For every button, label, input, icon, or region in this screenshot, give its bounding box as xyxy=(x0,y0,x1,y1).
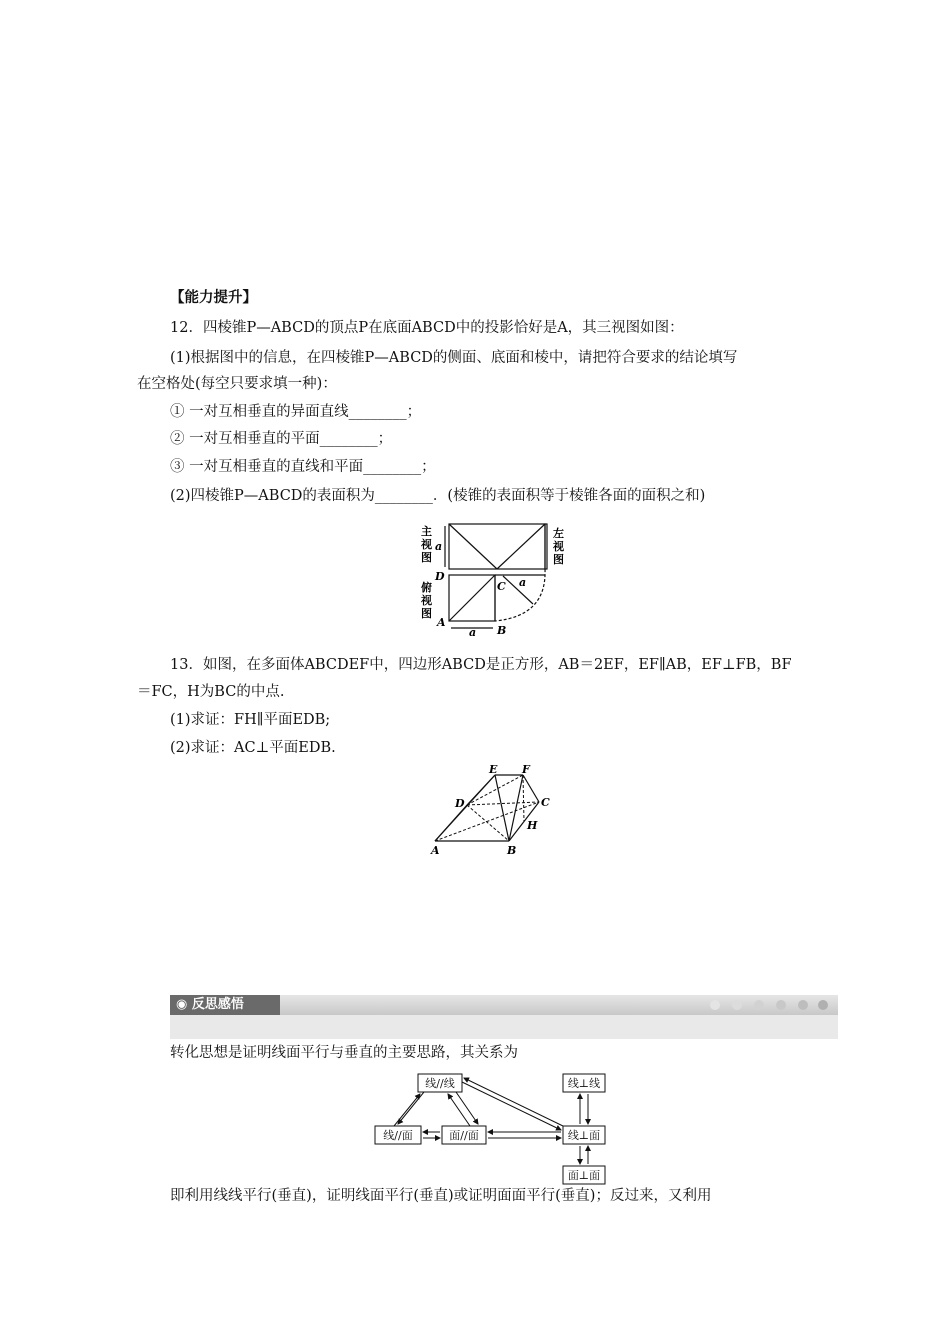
front-view-rect xyxy=(449,524,545,569)
q12-item3: ③ 一对互相垂直的直线和平面________； xyxy=(170,459,436,475)
reflection-title: ◉ 反思感悟 xyxy=(170,995,280,1015)
label-line-perp-line: 线⊥线 xyxy=(567,1077,601,1090)
label-d: D xyxy=(455,797,465,810)
label-line-perp-plane: 线⊥面 xyxy=(567,1129,601,1142)
svg-text:图: 图 xyxy=(553,553,564,566)
label-b: B xyxy=(507,844,517,857)
reflection-banner xyxy=(170,995,838,1043)
svg-text:俯: 俯 xyxy=(421,581,432,594)
section-heading: 【能力提升】 xyxy=(170,289,257,306)
svg-text:视: 视 xyxy=(553,540,564,553)
svg-text:a: a xyxy=(469,626,477,639)
q13-part2: (2)求证：AC⊥平面EDB. xyxy=(170,740,336,756)
q12-item1: ① 一对互相垂直的异面直线________； xyxy=(170,404,422,420)
label-line-par-plane: 线//面 xyxy=(383,1129,413,1142)
svg-text:图: 图 xyxy=(421,607,432,620)
svg-text:a: a xyxy=(435,540,443,553)
q12-part1-line2: 在空格处(每空只要求填一种)： xyxy=(137,376,337,392)
label-f: F xyxy=(522,765,530,776)
label-h: H xyxy=(527,819,538,832)
label-c: C xyxy=(541,796,550,809)
label-e: E xyxy=(489,765,498,776)
svg-text:左: 左 xyxy=(553,527,564,540)
q13-part1: (1)求证：FH∥平面EDB; xyxy=(170,712,331,728)
q13-stem-line2: ＝FC，H为BC的中点. xyxy=(137,684,285,700)
q13-stem-line1: 13．如图，在多面体ABCDEF中，四边形ABCD是正方形，AB＝2EF，EF∥AB，EF⊥FB，BF xyxy=(170,657,792,673)
svg-text:图: 图 xyxy=(421,551,432,564)
reflection-outro: 即利用线线平行(垂直)，证明线面平行(垂直)或证明面面平行(垂直)；反过来，又利用 xyxy=(170,1188,712,1204)
relation-diagram xyxy=(370,1068,615,1190)
svg-text:D: D xyxy=(435,570,445,583)
svg-text:C: C xyxy=(497,580,506,593)
label-a: A xyxy=(431,844,440,857)
q12-item2: ② 一对互相垂直的平面________； xyxy=(170,431,393,447)
label-line-par-line: 线//线 xyxy=(425,1077,455,1090)
svg-text:视: 视 xyxy=(421,594,432,607)
svg-text:a: a xyxy=(519,576,527,589)
svg-text:视: 视 xyxy=(421,538,432,551)
front-view-label-1: 主 xyxy=(421,525,432,538)
q12-part2: (2)四棱锥P—ABCD的表面积为________．(棱锥的表面积等于棱锥各面的面积之和) xyxy=(170,488,706,504)
label-plane-perp-plane: 面⊥面 xyxy=(567,1169,601,1182)
three-view-figure xyxy=(415,518,575,640)
svg-text:A: A xyxy=(437,616,446,629)
label-plane-par-plane: 面//面 xyxy=(449,1129,479,1142)
q12-stem: 12．四棱锥P—ABCD的顶点P在底面ABCD中的投影恰好是A，其三视图如图： xyxy=(170,320,684,336)
svg-text:B: B xyxy=(497,624,507,637)
reflection-intro: 转化思想是证明线面平行与垂直的主要思路，其关系为 xyxy=(170,1045,518,1061)
q12-part1-line1: (1)根据图中的信息，在四棱锥P—ABCD的侧面、底面和棱中，请把符合要求的结论填写 xyxy=(170,350,738,366)
polyhedron-figure xyxy=(425,765,560,857)
